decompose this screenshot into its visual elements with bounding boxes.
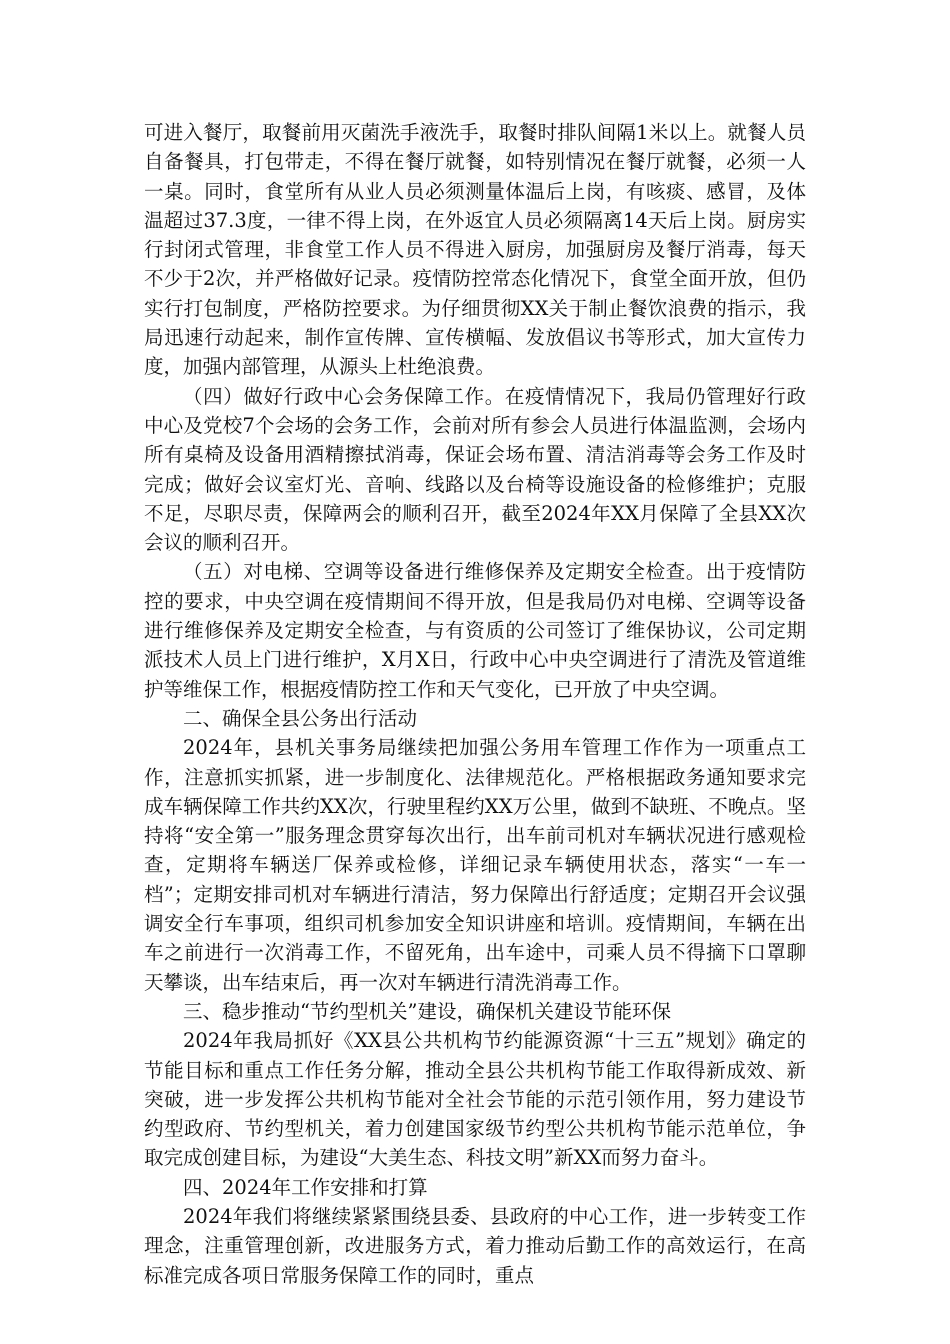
- document-page: [144, 118, 806, 1290]
- paragraph-meeting-support: （四）做好行政中心会务保障工作。在疫情情况下，我局仍管理好行政中心及党校7个会场的会务工作，会前对所有参会人员进行体温监测，会场内所有桌椅及设备用酒精擦拭消毒，保证会场布置、清洁消毒等会务工作及时完成；做好会议室灯光、音响、线路以及台椅等设施设备的检修维护；克服不足，尽职尽责，保障两会的顺利召开，截至2024年XX月保障了全县XX次会议的顺利召开。: [144, 384, 806, 555]
- section-heading-official-travel: 二、确保全县公务出行活动: [183, 706, 418, 730]
- paragraph-vehicle-management: 2024年，县机关事务局继续把加强公务用车管理工作作为一项重点工作，注意抓实抓紧，进一步制度化、法律规范化。严格根据政务通知要求完成车辆保障工作共约XX次，行驶里程约XX万公里，做到不缺班、不晚点。坚持将“安全第一”服务理念贯穿每次出行，出车前司机对车辆状况进行感观检查，定期将车辆送厂保养或检修，详细记录车辆使用状态，落实“一车一档”；定期安排司机对车辆进行清洁，努力保障出行舒适度；定期召开会议强调安全行车事项，组织司机参加安全知识讲座和培训。疫情期间，车辆在出车之前进行一次消毒工作，不留死角，出车途中，司乘人员不得摘下口罩聊天攀谈，出车结束后，再一次对车辆进行清洗消毒工作。: [144, 736, 806, 994]
- paragraph-canteen-continuation: 可进入餐厅，取餐前用灭菌洗手液洗手，取餐时排队间隔1米以上。就餐人员自备餐具，打包带走，不得在餐厅就餐，如特别情况在餐厅就餐，必须一人一桌。同时，食堂所有从业人员必须测量体温后上岗，有咳痰、感冒，及体温超过37.3度，一律不得上岗，在外返宜人员必须隔离14天后上岗。厨房实行封闭式管理，非食堂工作人员不得进入厨房，加强厨房及餐厅消毒，每天不少于2次，并严格做好记录。疫情防控常态化情况下，食堂全面开放，但仍实行打包制度，严格防控要求。为仔细贯彻XX关于制止餐饮浪费的指示，我局迅速行动起来，制作宣传牌、宣传横幅、发放倡议书等形式，加大宣传力度，加强内部管理，从源头上杜绝浪费。: [144, 121, 806, 379]
- paragraph-equipment-maintenance: （五）对电梯、空调等设备进行维修保养及定期安全检查。出于疫情防控的要求，中央空调在疫情期间不得开放，但是我局仍对电梯、空调等设备进行维修保养及定期安全检查，与有资质的公司签订了维保协议，公司定期派技术人员上门进行维护，X月X日，行政中心中央空调进行了清洗及管道维护等维保工作，根据疫情防控工作和天气变化，已开放了中央空调。: [144, 560, 806, 701]
- paragraph-energy-saving: 2024年我局抓好《XX县公共机构节约能源资源“十三五”规划》确定的节能目标和重点工作任务分解，推动全县公共机构节能工作取得新成效、新突破，进一步发挥公共机构节能对全社会节能的示范引领作用，努力建设节约型政府、节约型机关，着力创建国家级节约型公共机构节能示范单位，争取完成创建目标，为建设“大美生态、科技文明”新XX而努力奋斗。: [144, 1029, 806, 1170]
- paragraph-work-plan: 2024年我们将继续紧紧围绕县委、县政府的中心工作，进一步转变工作理念，注重管理创新，改进服务方式，着力推动后勤工作的高效运行，在高标准完成各项日常服务保障工作的同时，重点: [144, 1204, 806, 1287]
- section-heading-energy-saving: 三、稳步推动“节约型机关”建设，确保机关建设节能环保: [183, 999, 671, 1023]
- section-heading-work-plan: 四、2024年工作安排和打算: [183, 1175, 428, 1199]
